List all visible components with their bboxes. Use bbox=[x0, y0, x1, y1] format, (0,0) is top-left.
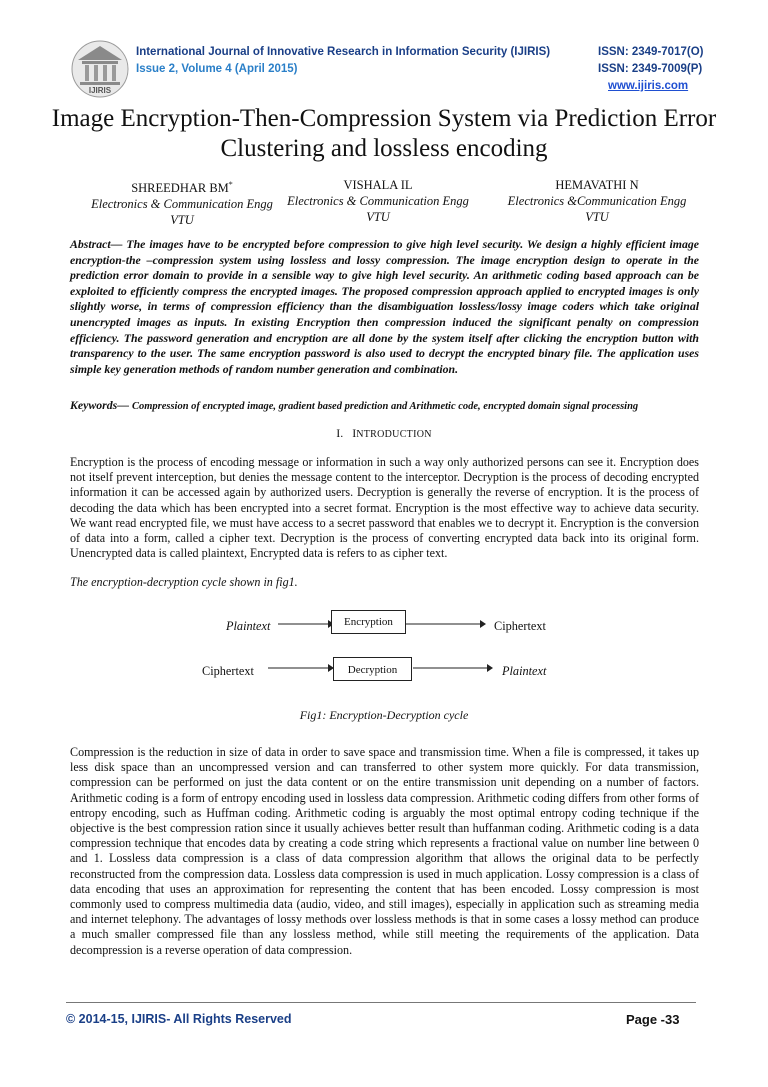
intro-paragraph: Encryption is the process of encoding message or information in such a way only authorized persons can see it. Encryption does not itself prevent interception, but denies the message content to the interceptor. Decryption is the process of decoding encrypted information it can be accessed again by authorized users. Decryption is generally the reverse of encryption. It is the process of decoding the data which has been encrypted into a secret format. Encryption is the most effective way to achieve data security. We want read encrypted file, we must have access to a secret password that enables we to decrypt it. Encryption is the conversion of data into a form, called a cipher text. Decryption is the process of converting encrypted data back into its original form. Unencrypted data is called plaintext, Encrypted data is refers to as cipher text. bbox=[70, 455, 699, 561]
section-title-rest: NTRODUCTION bbox=[356, 429, 432, 440]
issn-online: ISSN: 2349-7017(O) bbox=[598, 46, 704, 58]
section-heading bbox=[0, 426, 768, 441]
row1-output: Ciphertext bbox=[494, 619, 546, 633]
intro-caption: The encryption-decryption cycle shown in fig1. bbox=[70, 575, 298, 589]
arrow-1 bbox=[278, 618, 334, 630]
author-name: SHREEDHAR BM bbox=[131, 181, 229, 196]
journal-name: International Journal of Innovative Research in Information Security (IJIRIS) bbox=[136, 46, 551, 58]
footer-divider bbox=[66, 1002, 696, 1003]
author-department: Electronics &Communication Engg bbox=[507, 194, 687, 208]
author-institution: VTU bbox=[366, 210, 390, 224]
row2-output: Plaintext bbox=[502, 664, 547, 678]
logo-text: IJIRIS bbox=[88, 86, 112, 95]
section-title-first: I bbox=[352, 426, 357, 440]
keywords-text: Compression of encrypted image, gradient based prediction and Arithmetic code, encrypted domain signal processing bbox=[131, 401, 639, 412]
author-3 bbox=[482, 177, 712, 225]
author-name: HEMAVATHI N bbox=[555, 178, 639, 192]
journal-url-link[interactable]: www.ijiris.com bbox=[608, 80, 689, 92]
author-name: VISHALA IL bbox=[343, 178, 413, 192]
figure-caption: Fig1: Encryption-Decryption cycle bbox=[299, 708, 469, 722]
journal-logo bbox=[68, 40, 132, 98]
decryption-box: Decryption bbox=[333, 657, 412, 681]
author-mark: * bbox=[228, 180, 233, 189]
keywords-label: Keywords— bbox=[70, 398, 129, 412]
issue-info: Issue 2, Volume 4 (April 2015) bbox=[136, 63, 298, 75]
arrow-3 bbox=[268, 662, 334, 674]
issn-print: ISSN: 2349-7009(P) bbox=[598, 63, 703, 75]
row1-input: Plaintext bbox=[226, 619, 271, 633]
arrow-4 bbox=[413, 662, 493, 674]
abstract: Abstract— The images have to be encrypted before compression to give high level security. We design a highly efficient image encryption-the –compression system using lossless and lossy compression. The image encryption design to operate in the prediction error domain to provide in a sensible way to give high level security. An arithmetic coding based approach can be exploited to efficiently compress the encrypted images. The proposed compression approach applied to encrypted images is only slightly worse, in terms of compression efficiency than the disambiguation lossless/lossy image coders which take original unencrypted images as inputs. In existing Encryption then compression induced the significant penalty on compression efficiency. The password generation and encryption are all done by the system itself after clicking the encryption button with transparency to the user. The same encryption password is also used to decrypt the encrypted binary file. The application uses simple key generation methods of random number generation and combination. bbox=[70, 237, 699, 376]
author-institution: VTU bbox=[170, 213, 194, 228]
section-number: I. bbox=[336, 426, 344, 440]
footer-copyright: © 2014-15, IJIRIS- All Rights Reserved bbox=[66, 1012, 292, 1026]
author-2 bbox=[263, 177, 493, 225]
author-department: Electronics & Communication Engg bbox=[91, 197, 273, 212]
keywords bbox=[70, 398, 730, 413]
author-institution: VTU bbox=[585, 210, 609, 224]
compression-paragraph: Compression is the reduction in size of data in order to save space and transmission time. When a file is compressed, it takes up less disk space than an uncompressed version and can transferred to other system more quickly. For data transmission, compression can be performed on just the data content or on the entire transmission unit depending on a number of factors. Arithmetic coding is a form of entropy encoding used in lossless data compression. Arithmetic coding differs from other forms of entropy encoding, such as Huffman coding. Arithmetic coding is arguably the most optimal entropy coding technique if the objective is the best compression ration since it usually achieves better result than huffanman coding. Arithmetic coding is a data compression technique that encodes data by creating a code string which represents a fractional value on number line between 0 and 1. Lossless data compression is a class of data compression algorithm that allows the original data to be perfectly reconstructed from the compression data. Lossless data compression is used in much application. Lossy compression is a class of data encoding that uses an approximation for representing the content that has been encoded. Lossy compression is most commonly used to compress multimedia data (audio, video, and still images), especially in application such as streaming media and internet telephony. The advantages of lossy methods over lossless methods is that in some cases a lossy method can produce a much smaller compressed file than any lossless method, while still meeting the requirements of the application. Data decompression is a reverse operation of data compression. bbox=[70, 745, 699, 957]
arrow-2 bbox=[406, 618, 486, 630]
encryption-box: Encryption bbox=[331, 610, 406, 634]
author-department: Electronics & Communication Engg bbox=[287, 194, 469, 208]
paper-title: Image Encryption-Then-Compression System via Prediction Error Clustering and lossless encoding bbox=[51, 105, 717, 162]
row2-input: Ciphertext bbox=[202, 664, 254, 678]
page-number: Page -33 bbox=[626, 1012, 680, 1027]
